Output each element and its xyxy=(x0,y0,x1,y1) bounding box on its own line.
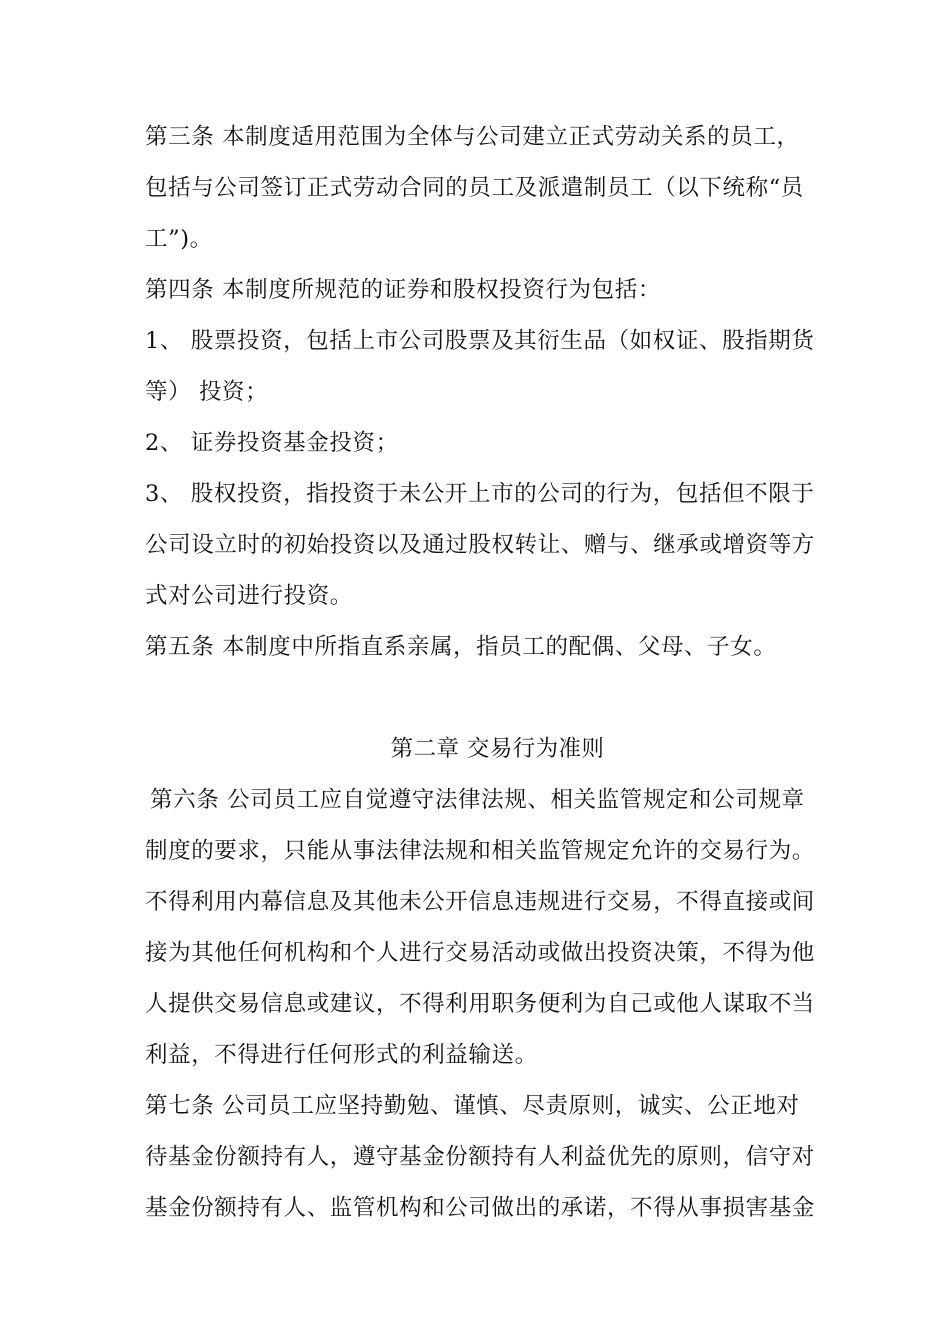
section-spacer xyxy=(145,673,845,724)
article-7-line-2: 待基金份额持有人，遵守基金份额持有人利益优先的原则，信守对 xyxy=(145,1144,815,1170)
article-7-line-3: 基金份额持有人、监管机构和公司做出的承诺，不得从事损害基金 xyxy=(145,1195,815,1221)
article-7 xyxy=(145,1081,845,1234)
article-4 xyxy=(145,265,845,622)
article-4-item-3-line-2: 公司设立时的初始投资以及通过股权转让、赠与、继承或增资等方 xyxy=(145,532,815,558)
article-6-line-3: 不得利用内幕信息及其他未公开信息违规进行交易，不得直接或间 xyxy=(145,889,815,915)
article-3-line-3: 工”)。 xyxy=(145,226,213,252)
article-6-line-1: 第六条 公司员工应自觉遵守法律法规、相关监管规定和公司规章 xyxy=(150,787,805,813)
article-6-line-2: 制度的要求，只能从事法律法规和相关监管规定允许的交易行为。 xyxy=(145,838,815,864)
article-7-line-1: 第七条 公司员工应坚持勤勉、谨慎、尽责原则，诚实、公正地对 xyxy=(145,1093,800,1119)
article-4-item-2: 2、 证券投资基金投资； xyxy=(145,430,399,456)
article-5-line-1: 第五条 本制度中所指直系亲属，指员工的配偶、父母、子女。 xyxy=(145,634,777,660)
document-body xyxy=(145,112,845,1234)
article-5 xyxy=(145,622,845,673)
article-6-line-4: 接为其他任何机构和个人进行交易活动或做出投资决策，不得为他 xyxy=(145,940,815,966)
article-3-line-1: 第三条 本制度适用范围为全体与公司建立正式劳动关系的员工， xyxy=(145,124,800,150)
article-6-line-6: 利益，不得进行任何形式的利益输送。 xyxy=(145,1042,538,1068)
article-4-line-1: 第四条 本制度所规范的证券和股权投资行为包括： xyxy=(145,277,661,303)
article-3 xyxy=(145,112,845,265)
article-4-item-3-line-3: 式对公司进行投资。 xyxy=(145,583,353,609)
article-4-item-3-line-1: 3、 股权投资，指投资于未公开上市的公司的行为，包括但不限于 xyxy=(145,481,815,507)
article-6 xyxy=(145,775,845,1081)
article-6-line-5: 人提供交易信息或建议，不得利用职务便利为自己或他人谋取不当 xyxy=(145,991,815,1017)
article-4-item-1-line-2: 等） 投资； xyxy=(145,379,269,405)
article-4-item-1-line-1: 1、 股票投资，包括上市公司股票及其衍生品（如权证、股指期货 xyxy=(145,328,815,354)
chapter-2-title: 第二章 交易行为准则 xyxy=(390,736,605,762)
article-3-line-2: 包括与公司签订正式劳动合同的员工及派遣制员工（以下统称“员 xyxy=(145,175,804,201)
